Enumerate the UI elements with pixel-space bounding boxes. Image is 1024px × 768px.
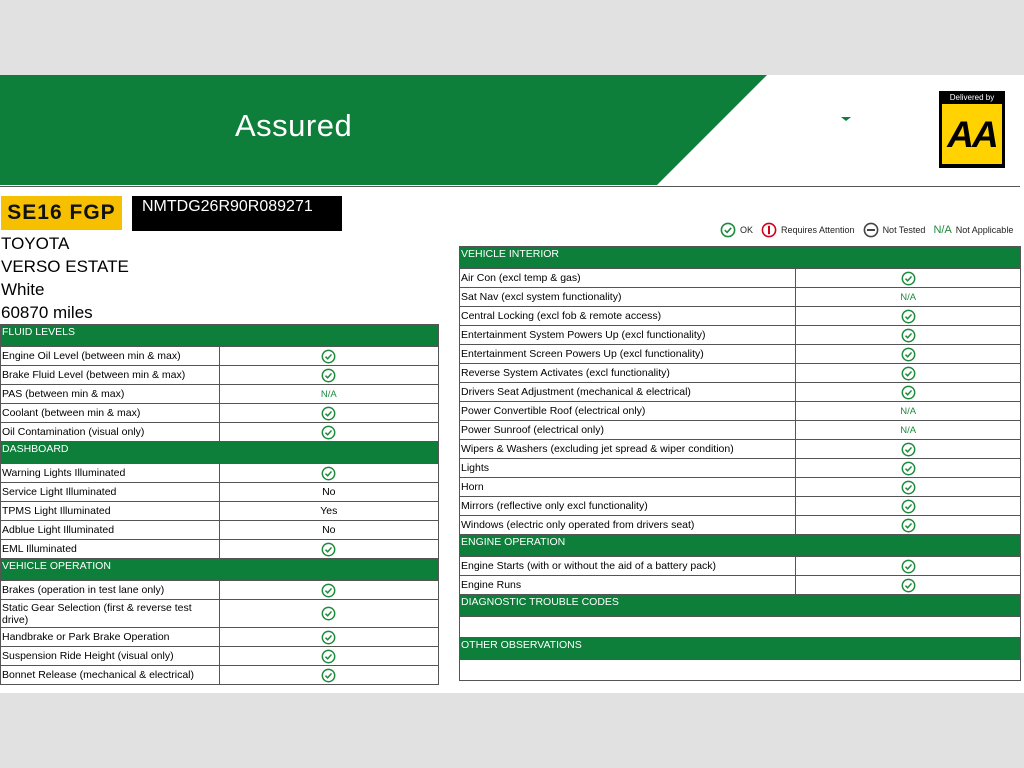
aa-logo-box [942,104,1002,164]
checklist-status [796,421,1021,440]
checklist-label: Lights [460,459,796,478]
checklist-row [460,497,1021,516]
checklist-status [219,423,438,442]
checklist-row [460,421,1021,440]
checklist-label: Entertainment Screen Powers Up (excl functionality) [460,345,796,364]
checklist-label: Service Light Illuminated [1,483,220,502]
checklist-status [796,402,1021,421]
checklist-status [219,600,438,628]
checklist-status [796,364,1021,383]
checklist-row [460,383,1021,402]
section-title: VEHICLE OPERATION [1,559,439,581]
checklist-label: Drivers Seat Adjustment (mechanical & electrical) [460,383,796,402]
vehicle-make: TOYOTA [1,234,70,253]
checklist-row [1,385,439,404]
check-circle-icon [901,328,916,343]
checklist-label: Warning Lights Illuminated [1,464,220,483]
checklist-label: Windows (electric only operated from drivers seat) [460,516,796,535]
legend-not-applicable-label: Not Applicable [955,225,1014,235]
checklist-row [460,288,1021,307]
checklist-status [796,307,1021,326]
checklist-row [460,478,1021,497]
check-circle-icon [321,630,336,645]
not-applicable-text: N/A [320,389,337,400]
checklist-row [1,666,439,685]
checklist-label: Engine Starts (with or without the aid of a battery pack) [460,557,796,576]
check-circle-icon [321,542,336,557]
checklist-label: Handbrake or Park Brake Operation [1,628,220,647]
checklist-label: PAS (between min & max) [1,385,220,404]
legend-ok-label: OK [740,225,754,235]
vin-number: NMTDG26R90R089271 [132,196,342,231]
checklist-row [460,345,1021,364]
inspection-sheet [0,75,1024,693]
check-circle-icon [321,606,336,621]
checklist-label: Wipers & Washers (excluding jet spread & wiper condition) [460,440,796,459]
checklist-label: Power Sunroof (electrical only) [460,421,796,440]
checklist-row [1,366,439,385]
checklist-label: Central Locking (excl fob & remote access) [460,307,796,326]
checklist-label: Air Con (excl temp & gas) [460,269,796,288]
checklist-row [1,404,439,423]
legend-requires-attention-label: Requires Attention [781,225,855,235]
checklist-status [796,478,1021,497]
check-circle-icon [901,309,916,324]
checklist-label: Entertainment System Powers Up (excl functionality) [460,326,796,345]
section-header-fluid-levels [1,325,439,347]
checklist-status [219,502,438,521]
check-circle-icon [901,480,916,495]
check-circle-icon [321,368,336,383]
empty-cell [460,617,1021,638]
legend-ok [720,222,753,238]
checklist-label: Reverse System Activates (excl functionality) [460,364,796,383]
checklist-status [796,288,1021,307]
checklist-status [796,440,1021,459]
status-text: Yes [320,505,338,517]
checklist-row [460,440,1021,459]
checklist-label: Suspension Ride Height (visual only) [1,647,220,666]
checklist-status [796,345,1021,364]
checklist-label: EML Illuminated [1,540,220,559]
section-header-diagnostic-trouble-codes [460,595,1021,617]
check-circle-icon [321,349,336,364]
checklist-status [796,269,1021,288]
check-circle-icon [901,366,916,381]
legend-requires-attention [761,222,855,238]
checklist-label: Bonnet Release (mechanical & electrical) [1,666,220,685]
checklist-label: Mirrors (reflective only excl functionality) [460,497,796,516]
vehicle-mileage: 60870 miles [1,303,93,322]
legend-not-tested-label: Not Tested [882,225,926,235]
checklist-label: Sat Nav (excl system functionality) [460,288,796,307]
checklist-row [1,347,439,366]
banner-green-shape [0,75,1024,185]
checklist-row [460,269,1021,288]
checklist-label: Horn [460,478,796,497]
checklist-status [796,576,1021,595]
checklist-row [1,600,439,628]
checklist-status [219,647,438,666]
checklist-label: TPMS Light Illuminated [1,502,220,521]
section-header-engine-operation [460,535,1021,557]
section-header-other-observations [460,638,1021,660]
checklist-row [460,459,1021,478]
empty-section-body [460,617,1021,638]
checklist-row [1,540,439,559]
checklist-label: Brakes (operation in test lane only) [1,581,220,600]
checklist-row [1,502,439,521]
banner-divider [0,186,1020,187]
check-circle-icon [901,559,916,574]
checklist-row [460,402,1021,421]
checklist-status [219,347,438,366]
checklist-row [460,576,1021,595]
check-circle-icon [901,578,916,593]
section-title: ENGINE OPERATION [460,535,1021,557]
section-title: FLUID LEVELS [1,325,439,347]
section-header-vehicle-operation [1,559,439,581]
not-applicable-text: N/A [900,406,917,417]
check-circle-icon [321,425,336,440]
checklist-status [796,459,1021,478]
checklist-row [1,581,439,600]
status-text: No [322,524,336,536]
check-circle-icon [901,499,916,514]
checklist-row [460,364,1021,383]
checklist-label: Engine Runs [460,576,796,595]
section-title: VEHICLE INTERIOR [460,247,1021,269]
checklist-status [796,557,1021,576]
check-circle-icon [720,222,736,238]
checklist-status [219,483,438,502]
check-circle-icon [321,466,336,481]
empty-cell [460,660,1021,681]
checklist-row [1,423,439,442]
legend-not-applicable [933,224,1013,236]
check-circle-icon [901,385,916,400]
section-title: DIAGNOSTIC TROUBLE CODES [460,595,1021,617]
checklist-label: Brake Fluid Level (between min & max) [1,366,220,385]
checklist-status [796,516,1021,535]
checklist-label: Oil Contamination (visual only) [1,423,220,442]
checklist-label: Coolant (between min & max) [1,404,220,423]
aa-logo [939,91,1005,168]
checklist-status [219,404,438,423]
checklist-status [219,666,438,685]
check-circle-icon [901,461,916,476]
vehicle-model: VERSO ESTATE [1,257,129,276]
checklist-status [796,326,1021,345]
not-applicable-text: N/A [900,425,917,436]
legend-not-tested [863,222,926,238]
checklist-status [219,385,438,404]
status-text: No [322,486,336,498]
check-circle-icon [321,406,336,421]
checklist-status [219,366,438,385]
empty-section-body [460,660,1021,681]
checklist-status [796,497,1021,516]
check-circle-icon [901,442,916,457]
checklist-label: Static Gear Selection (first & reverse test drive) [1,600,220,628]
left-checklist-table [0,324,439,685]
section-title: DASHBOARD [1,442,439,464]
checklist-label: Adblue Light Illuminated [1,521,220,540]
section-header-dashboard [1,442,439,464]
checklist-label: Power Convertible Roof (electrical only) [460,402,796,421]
checklist-status [219,628,438,647]
checklist-status [219,581,438,600]
checklist-row [1,483,439,502]
checklist-row [1,521,439,540]
checklist-row [460,307,1021,326]
checklist-label: Engine Oil Level (between min & max) [1,347,220,366]
checklist-status [219,464,438,483]
checklist-row [460,516,1021,535]
status-legend [720,221,1021,239]
legend-na-symbol: N/A [933,224,952,236]
section-title: OTHER OBSERVATIONS [460,638,1021,660]
registration-plate: SE16 FGP [1,196,122,230]
not-applicable-text: N/A [900,292,917,303]
right-checklist-table [459,246,1021,681]
checklist-row [460,326,1021,345]
assured-banner [0,75,1024,185]
checklist-status [219,540,438,559]
aa-logo-text: AA [947,114,997,155]
check-circle-icon [901,271,916,286]
vehicle-colour: White [1,280,45,299]
checklist-status [219,521,438,540]
check-circle-icon [321,668,336,683]
section-header-vehicle-interior [460,247,1021,269]
checklist-row [1,647,439,666]
checklist-row [1,628,439,647]
checklist-row [1,464,439,483]
check-circle-icon [901,347,916,362]
check-circle-icon [321,583,336,598]
banner-title: Assured [235,108,353,143]
aa-logo-caption: Delivered by [949,93,995,102]
checklist-row [460,557,1021,576]
check-circle-icon [321,649,336,664]
alert-circle-icon [761,222,777,238]
check-circle-icon [901,518,916,533]
checklist-status [796,383,1021,402]
minus-circle-icon [863,222,879,238]
